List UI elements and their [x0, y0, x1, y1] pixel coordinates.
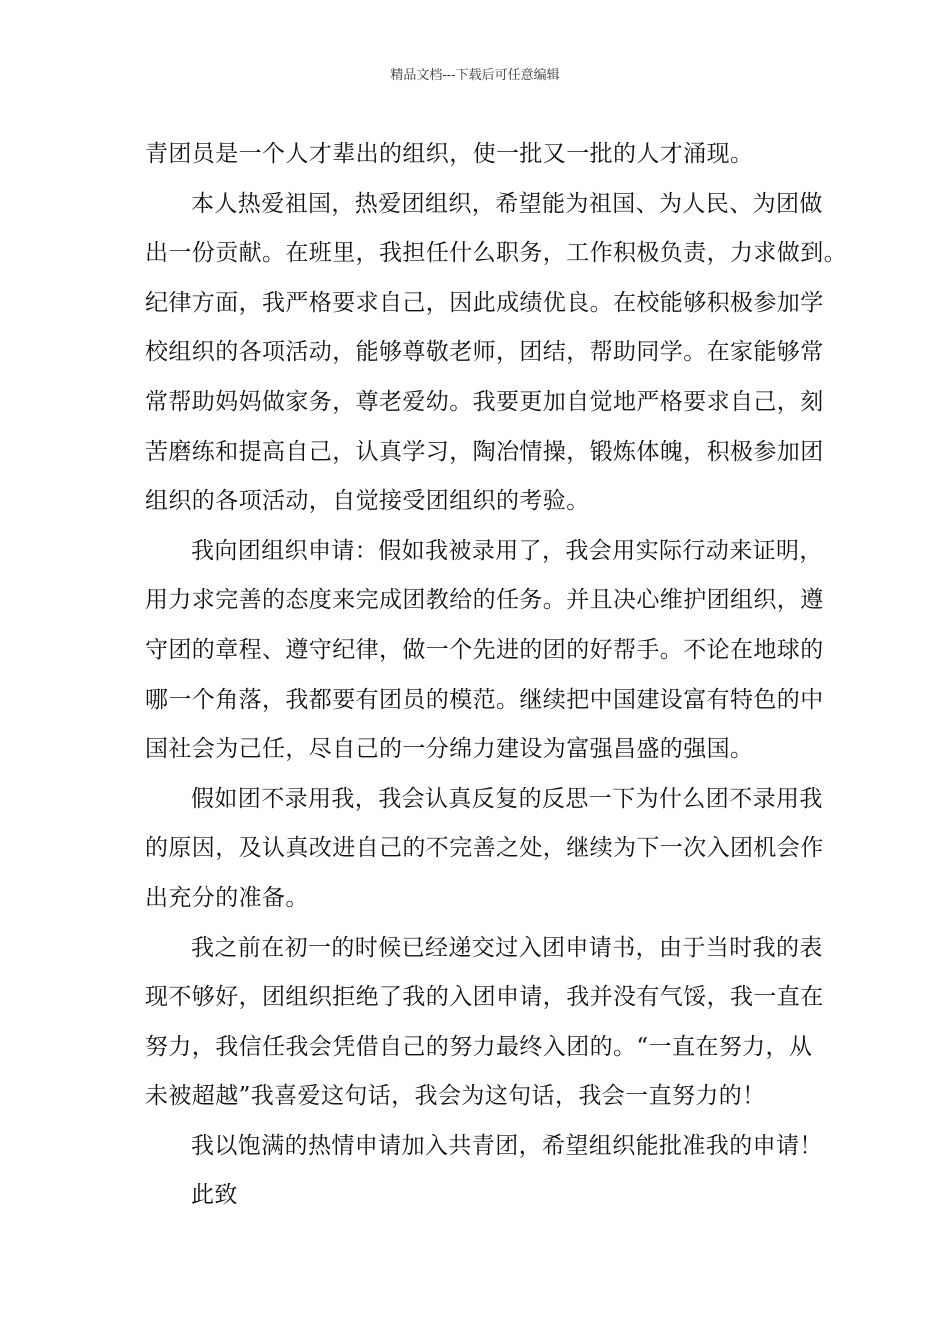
text-line: 出一份贡献。在班里，我担任什么职务，工作积极负责，力求做到。 — [145, 240, 847, 267]
text-line: 苦磨练和提高自己，认真学习，陶冶情操，锻炼体魄，积极参加团 — [145, 438, 824, 465]
document-body — [145, 130, 847, 1221]
text-line: 校组织的各项活动，能够尊敬老师，团结，帮助同学。在家能够常 — [145, 339, 824, 366]
text-line: 出充分的准备。 — [145, 884, 309, 911]
text-line: 纪律方面，我严格要求自己，因此成绩优良。在校能够积极参加学 — [145, 289, 824, 316]
text-line: 的原因，及认真改进自己的不完善之处，继续为下一次入团机会作 — [145, 835, 824, 862]
text-line: 我之前在初一的时候已经递交过入团申请书，由于当时我的表 — [191, 934, 823, 961]
text-line: 组织的各项活动，自觉接受团组织的考验。 — [145, 488, 590, 515]
text-line: 哪一个角落，我都要有团员的模范。继续把中国建设富有特色的中 — [145, 686, 824, 713]
text-line: 我向团组织申请：假如我被录用了，我会用实际行动来证明， — [191, 537, 823, 564]
text-line: 国社会为己任，尽自己的一分绵力建设为富强昌盛的强国。 — [145, 736, 754, 763]
text-line: 本人热爱祖国，热爱团组织，希望能为祖国、为人民、为团做 — [191, 190, 823, 217]
text-line: 常帮助妈妈做家务，尊老爱幼。我要更加自觉地严格要求自己，刻 — [145, 388, 824, 415]
text-line: 此致 — [191, 1182, 238, 1209]
page-header: 精品文档---下载后可任意编辑 — [390, 68, 560, 83]
text-line: 假如团不录用我，我会认真反复的反思一下为什么团不录用我 — [191, 785, 823, 812]
text-line: 努力，我信任我会凭借自己的努力最终入团的。“一直在努力，从 — [145, 1033, 813, 1060]
text-line: 我以饱满的热情申请加入共青团，希望组织能批准我的申请！ — [191, 1132, 823, 1159]
text-line: 青团员是一个人才辈出的组织，使一批又一批的人才涌现。 — [145, 141, 754, 167]
text-line: 未被超越”我喜爱这句话，我会为这句话，我会一直努力的！ — [145, 1083, 766, 1110]
text-line: 用力求完善的态度来完成团教给的任务。并且决心维护团组织，遵 — [145, 587, 824, 614]
text-line: 守团的章程、遵守纪律，做一个先进的团的好帮手。不论在地球的 — [145, 636, 824, 663]
text-line: 现不够好，团组织拒绝了我的入团申请，我并没有气馁，我一直在 — [145, 984, 824, 1011]
